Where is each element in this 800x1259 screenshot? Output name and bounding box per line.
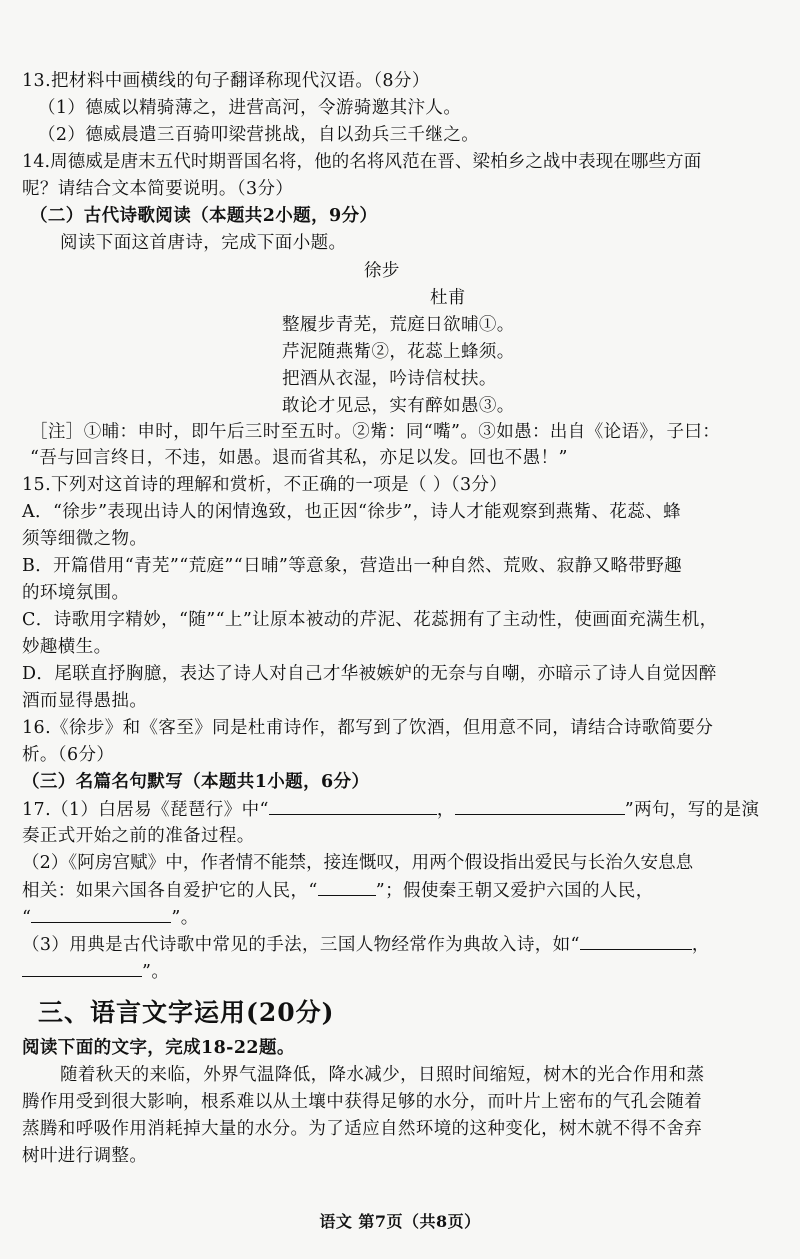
q17-2-line-3	[22, 906, 199, 929]
q13-sentence-1: （1）德威以精骑薄之，进营高河，令游骑邀其汴人。	[38, 98, 462, 118]
answer-blank-6[interactable]	[22, 960, 142, 977]
answer-blank-1[interactable]	[269, 798, 437, 815]
q15-option-a-line-2: 须等细微之物。	[22, 529, 148, 549]
q13-sentence-2: （2）德威晨遣三百骑叩梁营挑战，自以劲兵三千继之。	[38, 125, 480, 145]
q17-2-prefix: 相关：如果六国各自爱护它的人民，“	[22, 881, 318, 901]
language-section-title: 三、语言文字运用(20分)	[38, 998, 335, 1027]
q17-1-comma: ，	[436, 800, 455, 820]
poem-author: 杜甫	[430, 288, 466, 308]
q16-line-2: 析。（6分）	[22, 745, 115, 765]
q17-2-line-1: （2）《阿房宫赋》中，作者情不能禁，接连慨叹，用两个假设指出爱民与长治久安息息	[22, 853, 694, 873]
passage-line-2: 腾作用受到很大影响，根系难以从土壤中获得足够的水分，而叶片上密布的气孔会随着	[22, 1092, 703, 1112]
q17-3-line-2	[22, 960, 169, 983]
passage-line-3: 蒸腾和呼吸作用消耗掉大量的水分。为了适应自然环境的这种变化，树木就不得不舍弃	[22, 1119, 703, 1139]
poem-note-line-1: ［注］①晡：申时，即午后三时至五时。②觜：同“嘴”。③如愚：出自《论语》，子曰：	[30, 422, 721, 442]
q17-1-prefix: 17.（1）白居易《琵琶行》中“	[22, 800, 269, 820]
q17-2-open-quote: “	[22, 908, 32, 928]
q17-2-line-2	[22, 879, 654, 902]
answer-blank-5[interactable]	[580, 933, 692, 950]
q13-stem: 13.把材料中画横线的句子翻译称现代汉语。（8分）	[22, 71, 430, 91]
passage-line-4: 树叶进行调整。	[22, 1146, 148, 1166]
passage-line-1: 随着秋天的来临，外界气温降低，降水减少，日照时间缩短，树木的光合作用和蒸	[60, 1065, 705, 1085]
language-instruction: 阅读下面的文字，完成18-22题。	[22, 1038, 295, 1058]
q14-line-1: 14.周德威是唐末五代时期晋国名将，他的名将风范在晋、梁柏乡之战中表现在哪些方面	[22, 152, 702, 172]
q17-1-line-2: 奏正式开始之前的准备过程。	[22, 826, 255, 846]
poem-verse-4: 敢论才见忌，实有醉如愚③。	[282, 396, 515, 416]
page-footer: 语文 第7页（共8页）	[319, 1212, 481, 1231]
q15-stem: 15.下列对这首诗的理解和赏析，不正确的一项是（ ）（3分）	[22, 475, 508, 495]
q15-option-b-line-2: 的环境氛围。	[22, 583, 130, 603]
q17-1-suffix: ”两句，写的是演	[624, 800, 760, 820]
answer-blank-4[interactable]	[31, 906, 171, 923]
answer-blank-3[interactable]	[318, 879, 376, 896]
poem-verse-2: 芹泥随燕觜②，花蕊上蜂须。	[282, 342, 515, 362]
q14-line-2: 呢？请结合文本简要说明。（3分）	[22, 179, 294, 199]
q17-3-prefix: （3）用典是古代诗歌中常见的手法，三国人物经常作为典故入诗，如“	[22, 935, 580, 955]
q17-2-close-quote: ”。	[171, 908, 199, 928]
q17-1-line-1	[22, 798, 759, 821]
q15-option-c-line-1: C．诗歌用字精妙，“随”“上”让原本被动的芹泥、花蕊拥有了主动性，使画面充满生机，	[22, 610, 718, 630]
q17-2-suffix: ”；假使秦王朝又爱护六国的人民，	[375, 881, 654, 901]
dictation-section-title: （三）名篇名句默写（本题共1小题，6分）	[22, 772, 370, 792]
answer-blank-2[interactable]	[455, 798, 625, 815]
q16-line-1: 16.《徐步》和《客至》同是杜甫诗作，都写到了饮酒，但用意不同，请结合诗歌简要分	[22, 718, 714, 738]
q15-option-d-line-2: 酒而显得愚拙。	[22, 691, 148, 711]
poem-verse-1: 整履步青芜，荒庭日欲晡①。	[282, 315, 515, 335]
q15-option-c-line-2: 妙趣横生。	[22, 637, 112, 657]
q15-option-d-line-1: D．尾联直抒胸臆，表达了诗人对自己才华被嫉妒的无奈与自嘲，亦暗示了诗人自觉因醉	[22, 664, 717, 684]
q17-3-line-1	[22, 933, 710, 956]
q15-option-b-line-1: B．开篇借用“青芜”“荒庭”“日晡”等意象，营造出一种自然、荒败、寂静又略带野趣	[22, 556, 683, 576]
poetry-intro: 阅读下面这首唐诗，完成下面小题。	[60, 233, 347, 253]
q15-option-a-line-1: A．“徐步”表现出诗人的闲情逸致，也正因“徐步”，诗人才能观察到燕觜、花蕊、蜂	[22, 502, 682, 522]
poem-title: 徐步	[364, 261, 400, 281]
q17-3-comma: ，	[691, 935, 710, 955]
poetry-section-title: （二）古代诗歌阅读（本题共2小题，9分）	[30, 206, 378, 226]
q17-3-close-quote: ”。	[142, 962, 170, 982]
poem-note-line-2: “吾与回言终日，不违，如愚。退而省其私，亦足以发。回也不愚！”	[30, 448, 568, 468]
poem-verse-3: 把酒从衣湿，吟诗信杖扶。	[282, 369, 497, 389]
